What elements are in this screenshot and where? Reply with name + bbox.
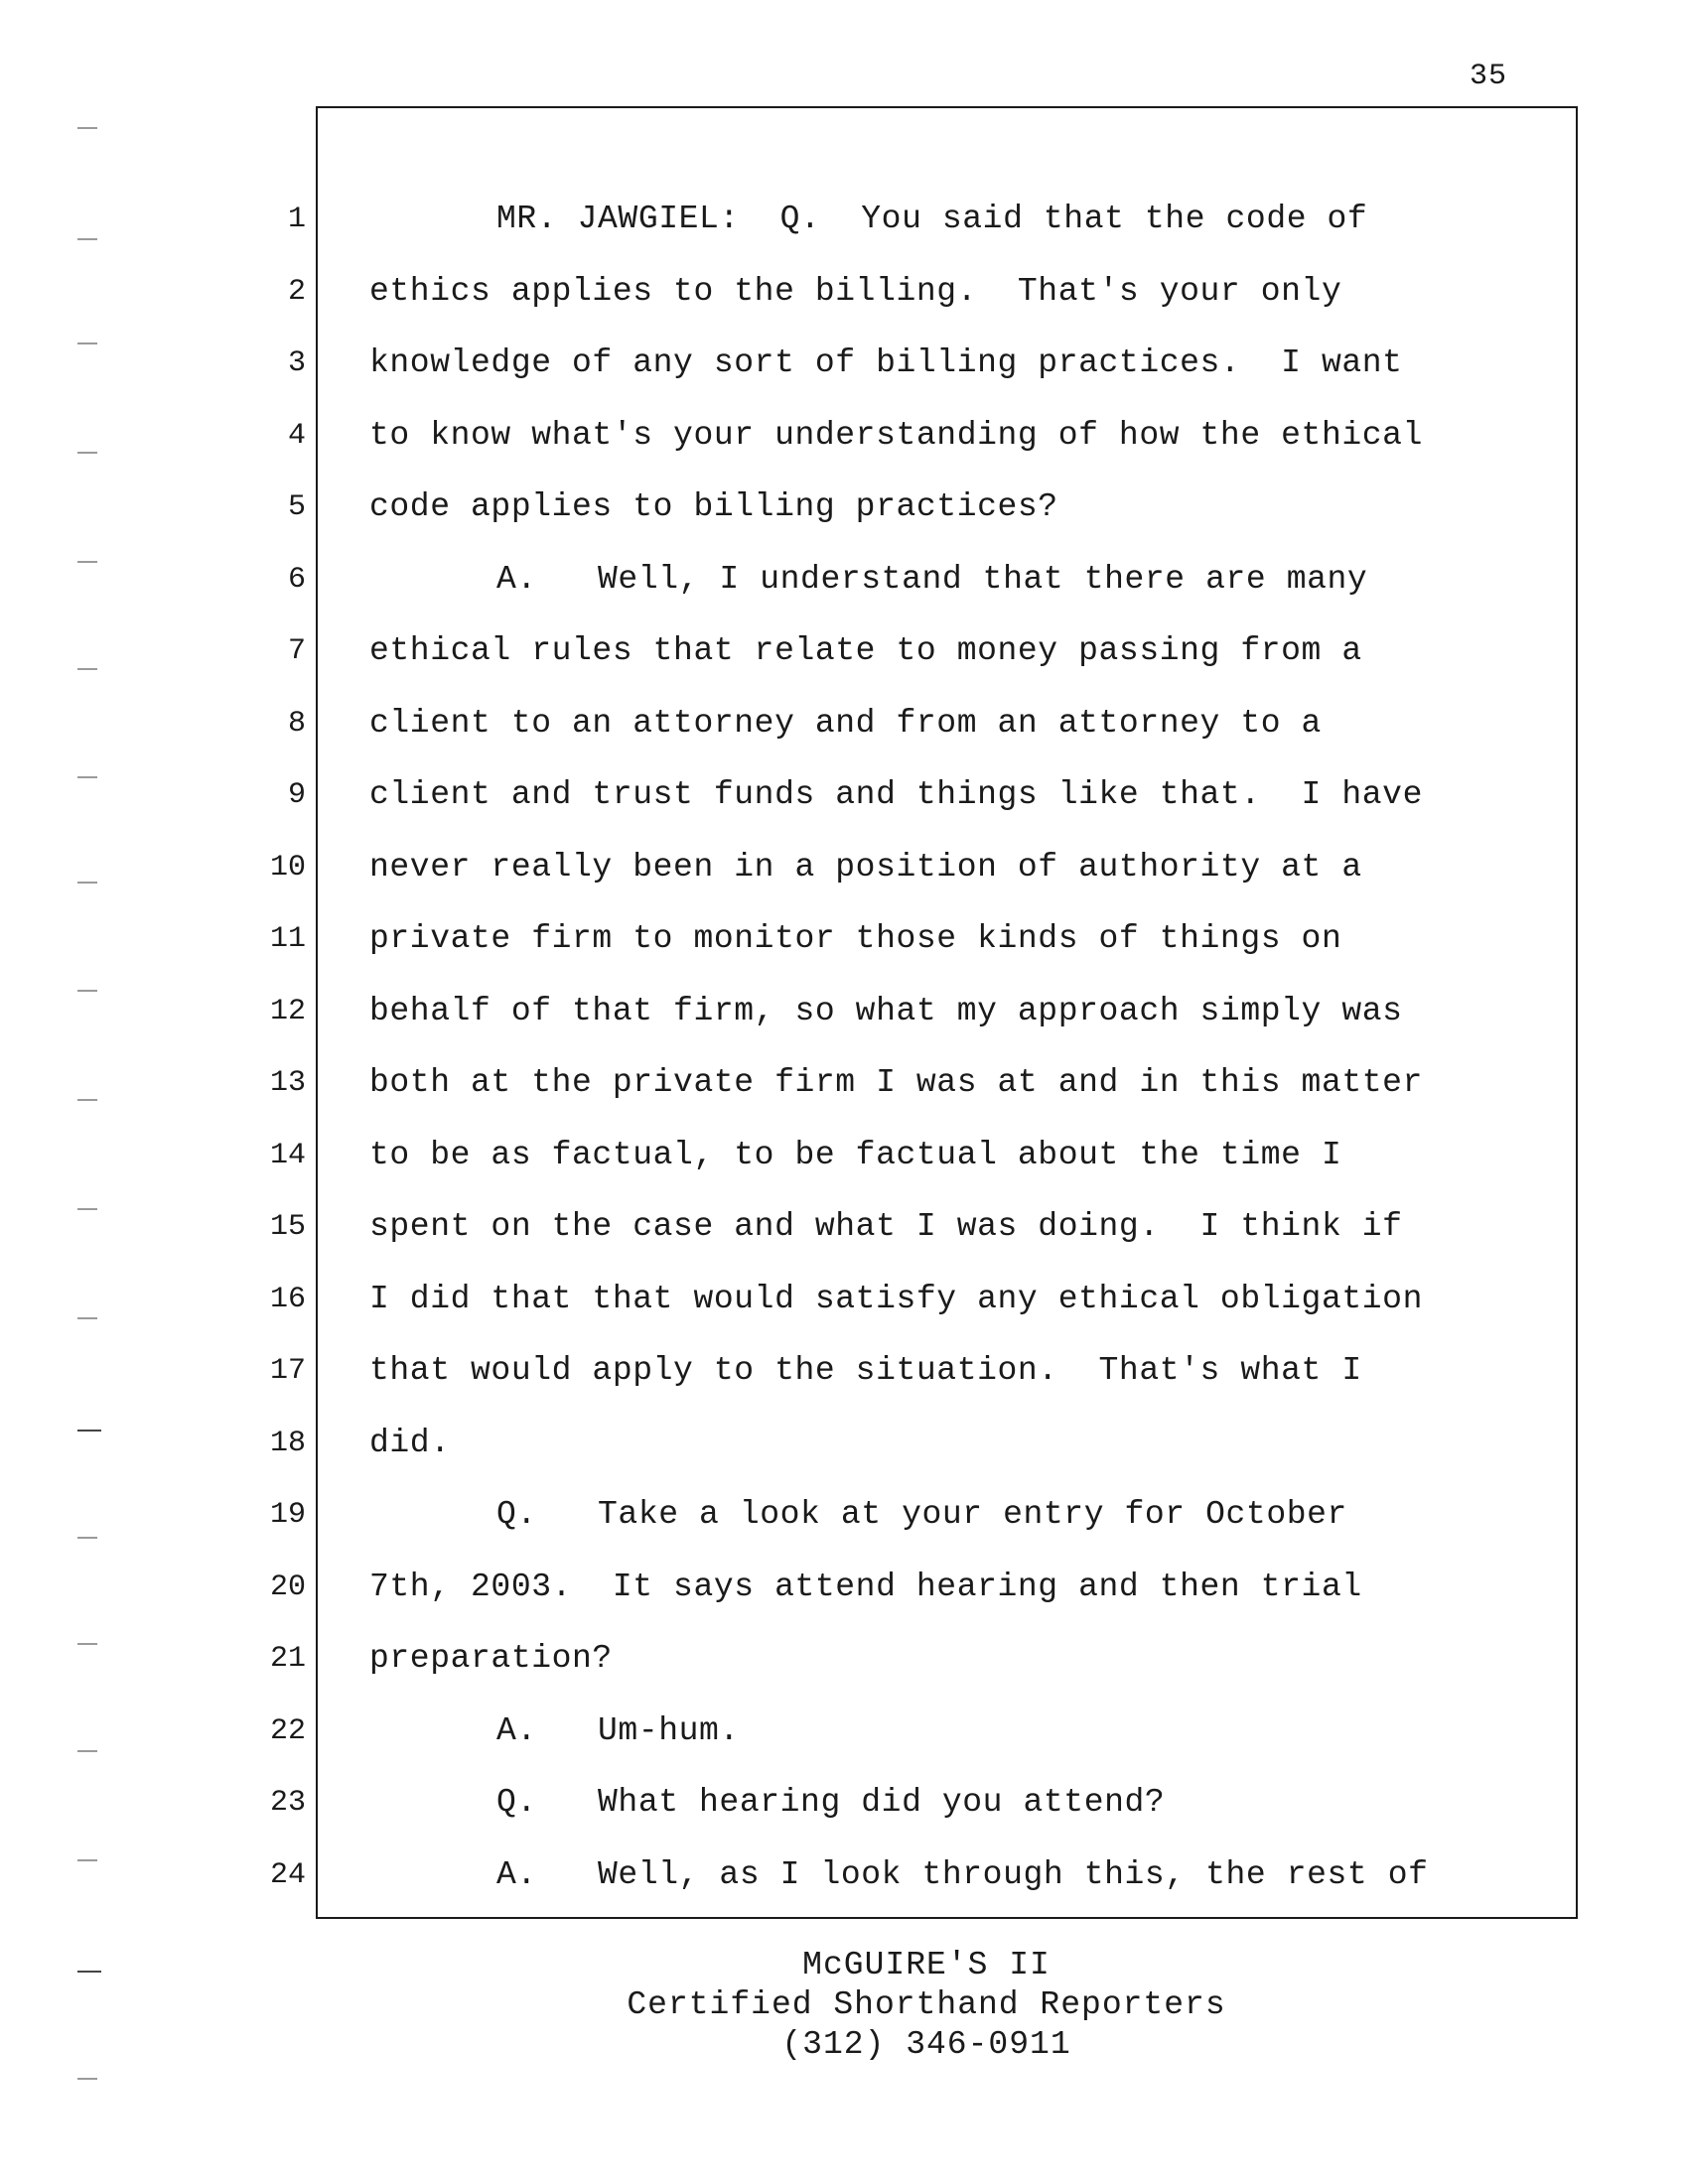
line-number: 5 <box>287 490 306 524</box>
transcript-line <box>0 1280 1684 1319</box>
line-number: 10 <box>269 851 306 885</box>
line-text: to know what's your understanding of how the ethical <box>369 417 1423 454</box>
line-number: 6 <box>287 563 306 597</box>
line-text: knowledge of any sort of billing practices. I want <box>369 344 1403 381</box>
line-number: 3 <box>287 346 306 380</box>
line-number: 24 <box>269 1858 306 1892</box>
transcript-line <box>0 1136 1684 1175</box>
transcript-line <box>0 416 1684 456</box>
transcript-line <box>0 704 1684 744</box>
line-text: both at the private firm I was at and in this matter <box>369 1064 1423 1101</box>
line-text: behalf of that firm, so what my approach simply was <box>369 993 1403 1029</box>
transcript-line <box>0 1063 1684 1103</box>
line-text: client and trust funds and things like that. I have <box>369 776 1423 813</box>
transcript-line <box>0 848 1684 887</box>
line-text: ethical rules that relate to money passing from a <box>369 632 1362 669</box>
line-number: 20 <box>269 1570 306 1604</box>
transcript-line <box>0 631 1684 671</box>
line-text: MR. JAWGIEL: Q. You said that the code of <box>496 201 1368 237</box>
transcript-line <box>0 1207 1684 1247</box>
line-number: 2 <box>287 275 306 309</box>
line-text: 7th, 2003. It says attend hearing and then trial <box>369 1569 1362 1605</box>
line-number: 21 <box>269 1642 306 1676</box>
reporter-name: McGUIRE'S II <box>802 1947 1051 1983</box>
transcript-line <box>0 560 1684 600</box>
page-number: 35 <box>1470 60 1508 93</box>
transcript-line <box>0 1855 1684 1895</box>
line-text: A. Um-hum. <box>496 1712 740 1749</box>
line-number: 18 <box>269 1427 306 1460</box>
line-number: 4 <box>287 419 306 453</box>
line-number: 16 <box>269 1283 306 1316</box>
transcript-line <box>0 343 1684 383</box>
line-number: 9 <box>287 778 306 812</box>
line-text: I did that that would satisfy any ethical obligation <box>369 1281 1423 1317</box>
transcript-line <box>0 775 1684 815</box>
line-number: 13 <box>269 1066 306 1100</box>
reporter-phone: (312) 346-0911 <box>781 2026 1071 2063</box>
transcript-line <box>0 272 1684 312</box>
transcript-line <box>0 1495 1684 1535</box>
line-text: Q. What hearing did you attend? <box>496 1784 1166 1821</box>
transcript-line <box>0 1783 1684 1823</box>
transcript-line <box>0 1568 1684 1607</box>
line-number: 14 <box>269 1139 306 1172</box>
reporter-footer <box>0 1946 1684 2065</box>
line-text: never really been in a position of authority at a <box>369 849 1362 886</box>
line-text: A. Well, as I look through this, the rest of <box>496 1856 1429 1893</box>
line-text: code applies to billing practices? <box>369 488 1058 525</box>
line-text: Q. Take a look at your entry for October <box>496 1496 1347 1533</box>
transcript-line <box>0 919 1684 959</box>
line-number: 11 <box>269 922 306 956</box>
line-number: 15 <box>269 1210 306 1244</box>
transcript-line <box>0 992 1684 1031</box>
transcript-line <box>0 487 1684 527</box>
transcript-line <box>0 1639 1684 1679</box>
line-text: A. Well, I understand that there are many <box>496 561 1368 598</box>
line-text: that would apply to the situation. That's what I <box>369 1352 1362 1389</box>
transcript-line <box>0 1424 1684 1463</box>
transcript-line <box>0 1711 1684 1751</box>
line-text: preparation? <box>369 1640 613 1677</box>
transcript-line <box>0 200 1684 239</box>
line-text: client to an attorney and from an attorney to a <box>369 705 1322 742</box>
line-text: ethics applies to the billing. That's your only <box>369 273 1342 310</box>
reporter-title: Certified Shorthand Reporters <box>627 1986 1226 2023</box>
line-number: 8 <box>287 707 306 741</box>
line-number: 19 <box>269 1498 306 1532</box>
line-number: 1 <box>287 203 306 236</box>
line-text: did. <box>369 1425 451 1461</box>
line-number: 22 <box>269 1714 306 1748</box>
line-text: spent on the case and what I was doing. I think if <box>369 1208 1403 1245</box>
transcript-line <box>0 1351 1684 1391</box>
line-number: 23 <box>269 1786 306 1820</box>
line-text: private firm to monitor those kinds of things on <box>369 920 1342 957</box>
line-number: 12 <box>269 995 306 1028</box>
line-text: to be as factual, to be factual about the time I <box>369 1137 1342 1173</box>
line-number: 7 <box>287 634 306 668</box>
line-number: 17 <box>269 1354 306 1388</box>
